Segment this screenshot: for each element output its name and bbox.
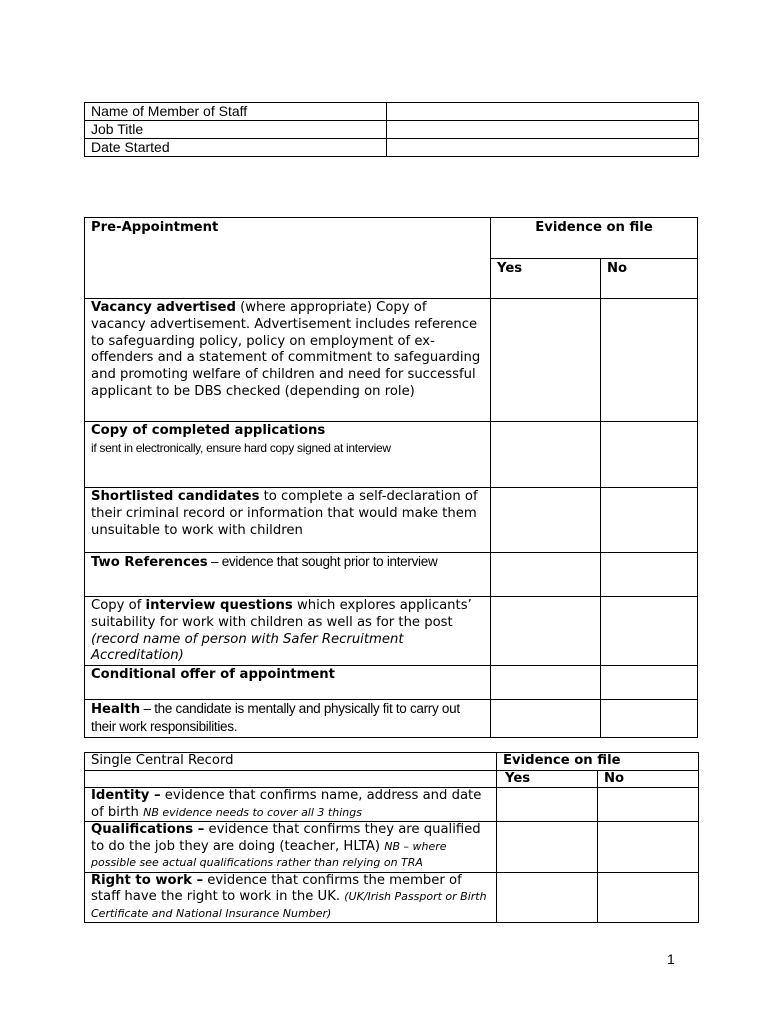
yes-checkbox[interactable] bbox=[491, 488, 601, 553]
table-row bbox=[85, 553, 698, 597]
item-title: Identity – bbox=[91, 788, 161, 803]
page-number: 1 bbox=[667, 951, 675, 967]
completed-applications-cell bbox=[85, 422, 491, 488]
scr-header: Single Central Record bbox=[85, 753, 497, 771]
yes-checkbox[interactable] bbox=[491, 553, 601, 597]
table-row bbox=[85, 488, 698, 553]
pre-appointment-table bbox=[84, 217, 698, 738]
yes-checkbox[interactable] bbox=[491, 299, 601, 422]
scr-no-header: No bbox=[598, 770, 699, 788]
item-title: Health bbox=[91, 702, 141, 718]
yes-checkbox[interactable] bbox=[491, 666, 601, 700]
table-row bbox=[85, 700, 698, 738]
staff-details-table bbox=[84, 102, 699, 157]
no-checkbox[interactable] bbox=[601, 488, 698, 553]
pre-appointment-header: Pre-Appointment bbox=[85, 218, 491, 299]
item-note: (record name of person with Safer Recruitment Accreditation) bbox=[91, 631, 404, 664]
scr-yes-header: Yes bbox=[497, 770, 598, 788]
no-checkbox[interactable] bbox=[601, 299, 698, 422]
health-cell bbox=[85, 700, 491, 738]
no-checkbox[interactable] bbox=[601, 597, 698, 666]
item-title: Vacancy advertised bbox=[91, 300, 236, 315]
yes-checkbox[interactable] bbox=[497, 788, 598, 822]
job-title-label: Job Title bbox=[85, 121, 387, 139]
item-text: (where appropriate) Copy of vacancy advertisement. Advertisement includes reference to safeguarding policy, policy on employment of ex-offenders and a statement of commitment to safeguarding and promoting welfare of children and need for successful applicant to be DBS checked (depending on role) bbox=[91, 300, 481, 399]
no-checkbox[interactable] bbox=[598, 822, 699, 873]
no-checkbox[interactable] bbox=[598, 872, 699, 923]
yes-checkbox[interactable] bbox=[497, 872, 598, 923]
no-checkbox[interactable] bbox=[601, 666, 698, 700]
item-text: – evidence that sought prior to interview bbox=[207, 554, 438, 569]
item-title: Right to work – bbox=[91, 872, 204, 888]
item-title: Conditional offer of appointment bbox=[91, 667, 335, 683]
yes-checkbox[interactable] bbox=[491, 422, 601, 488]
item-text: if sent in electronically, ensure hard copy signed at interview bbox=[91, 440, 391, 455]
item-text: evidence that confirms name, address and date of birth bbox=[91, 788, 482, 820]
date-started-value[interactable] bbox=[387, 139, 699, 157]
right-to-work-cell bbox=[85, 872, 497, 923]
yes-header: Yes bbox=[491, 259, 601, 299]
table-row bbox=[85, 788, 699, 822]
yes-checkbox[interactable] bbox=[497, 822, 598, 873]
item-title: interview questions bbox=[145, 598, 293, 613]
job-title-value[interactable] bbox=[387, 121, 699, 139]
no-checkbox[interactable] bbox=[601, 422, 698, 488]
item-title: Two References bbox=[91, 555, 208, 570]
evidence-header: Evidence on file bbox=[491, 218, 698, 259]
shortlisted-candidates-cell bbox=[85, 488, 491, 553]
table-row bbox=[85, 121, 699, 139]
vacancy-advertised-cell bbox=[85, 299, 491, 422]
item-title: Qualifications – bbox=[91, 822, 205, 837]
staff-name-value[interactable] bbox=[387, 103, 699, 121]
table-row bbox=[85, 422, 698, 488]
item-text: to complete a self-declaration of their criminal record or information that would make them unsuitable to work with children bbox=[91, 489, 478, 538]
table-row bbox=[85, 299, 698, 422]
table-row bbox=[85, 666, 698, 700]
item-text: evidence that confirms the member of staff have the right to work in the UK. bbox=[91, 872, 462, 904]
table-row bbox=[85, 103, 699, 121]
identity-cell bbox=[85, 788, 497, 822]
item-text: – the candidate is mentally and physically fit to carry out their work responsibilities. bbox=[91, 701, 460, 734]
qualifications-cell bbox=[85, 822, 497, 873]
conditional-offer-cell bbox=[85, 666, 491, 700]
item-note: NB evidence needs to cover all 3 things bbox=[143, 805, 362, 819]
item-note: NB – where possible see actual qualifications rather than relying on TRA bbox=[91, 839, 447, 869]
staff-name-label: Name of Member of Staff bbox=[85, 103, 387, 121]
no-checkbox[interactable] bbox=[601, 553, 698, 597]
item-title: Copy of completed applications bbox=[91, 423, 326, 438]
scr-evidence-header: Evidence on file bbox=[497, 753, 699, 771]
yes-checkbox[interactable] bbox=[491, 700, 601, 738]
item-text: which explores applicants’ suitability for work with children as well as for the post bbox=[91, 598, 472, 630]
item-note: (UK/Irish Passport or Birth Certificate and National Insurance Number) bbox=[91, 890, 487, 920]
table-row bbox=[85, 822, 699, 873]
item-text: evidence that confirms they are qualified to do the job they are doing (teacher, HLTA) bbox=[91, 822, 481, 854]
scr-blank-cell bbox=[85, 770, 497, 788]
no-header: No bbox=[601, 259, 698, 299]
table-row bbox=[85, 872, 699, 923]
interview-questions-cell bbox=[85, 597, 491, 666]
table-row bbox=[85, 597, 698, 666]
table-row bbox=[85, 139, 699, 157]
no-checkbox[interactable] bbox=[601, 700, 698, 738]
single-central-record-table bbox=[84, 752, 699, 923]
date-started-label: Date Started bbox=[85, 139, 387, 157]
item-title: Shortlisted candidates bbox=[91, 489, 260, 504]
no-checkbox[interactable] bbox=[598, 788, 699, 822]
yes-checkbox[interactable] bbox=[491, 597, 601, 666]
item-prefix: Copy of bbox=[91, 598, 146, 613]
two-references-cell bbox=[85, 553, 491, 597]
